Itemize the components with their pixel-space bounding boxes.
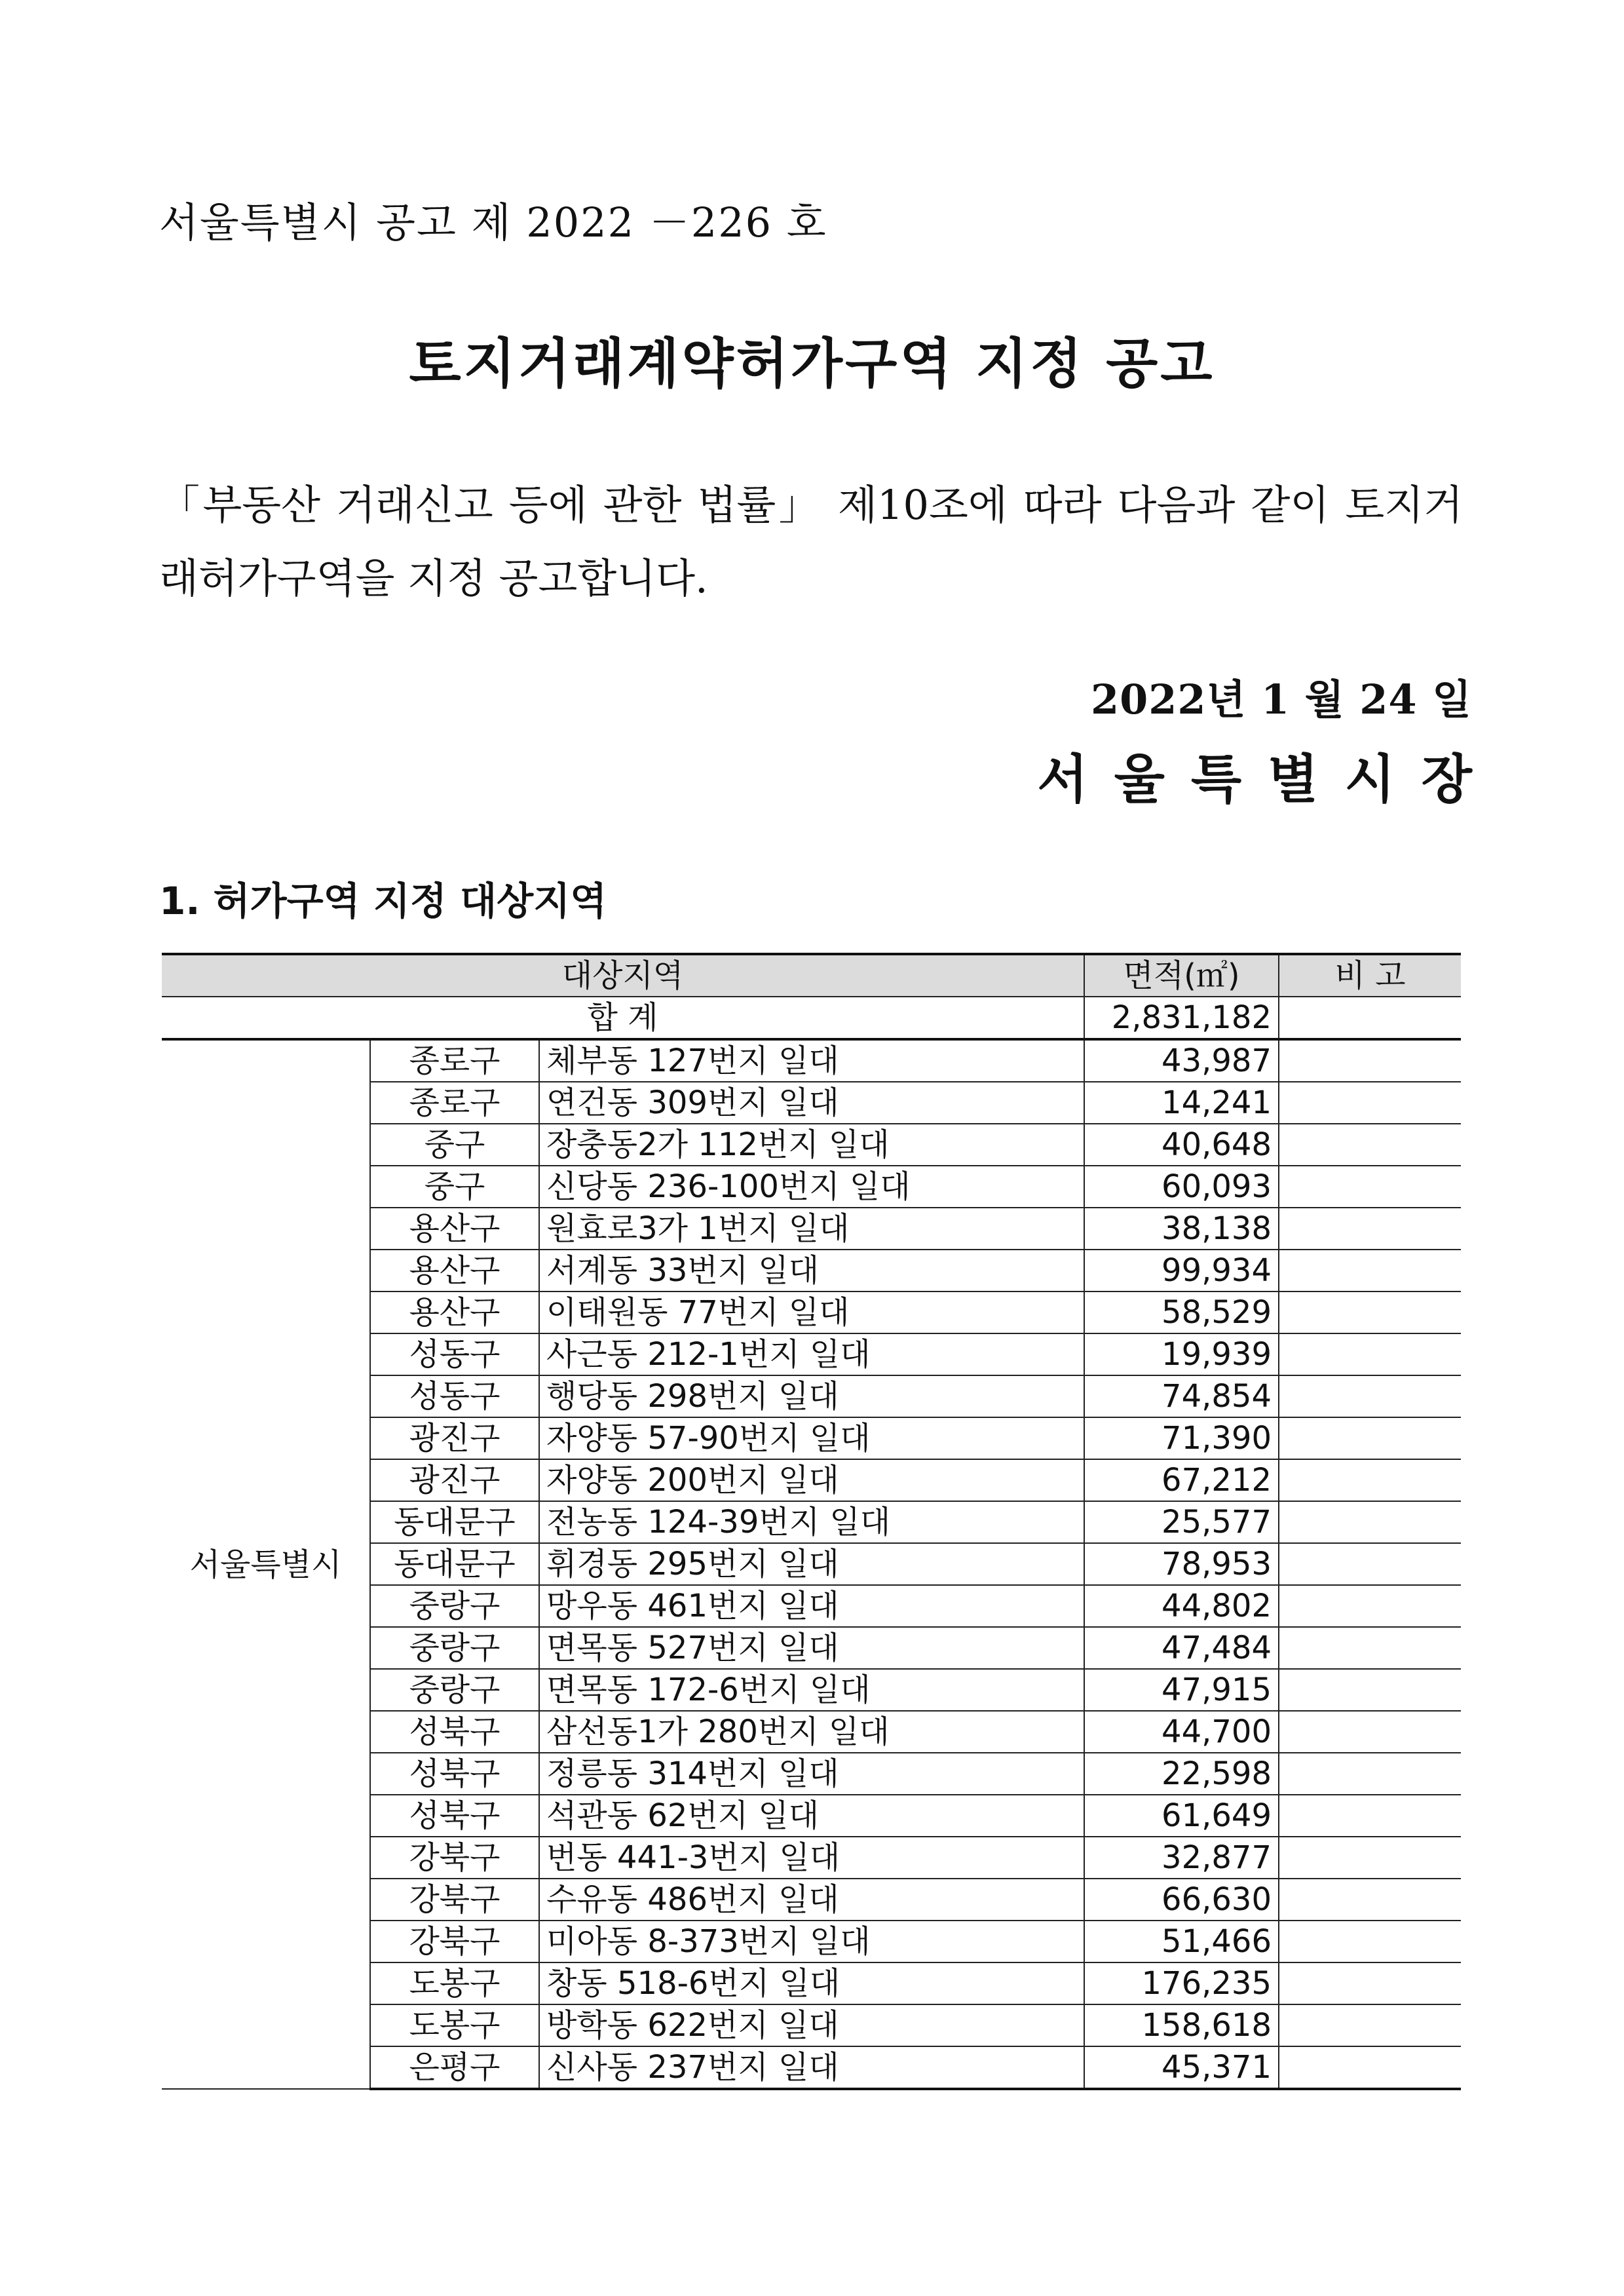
notice-number: 서울특별시 공고 제 2022 －226 호: [159, 199, 827, 246]
location-cell: 자양동 57-90번지 일대: [539, 1417, 1084, 1459]
section-heading: 1. 허가구역 지정 대상지역: [159, 879, 607, 923]
area-cell: 44,700: [1084, 1711, 1279, 1753]
regions-table: [162, 953, 1461, 2090]
area-cell: 74,854: [1084, 1375, 1279, 1417]
note-cell: [1279, 1039, 1461, 1082]
location-cell: 면목동 172-6번지 일대: [539, 1669, 1084, 1711]
district-cell: 성북구: [370, 1795, 539, 1837]
area-cell: 44,802: [1084, 1585, 1279, 1627]
location-cell: 신당동 236-100번지 일대: [539, 1166, 1084, 1208]
area-cell: 51,466: [1084, 1921, 1279, 1962]
area-cell: 60,093: [1084, 1166, 1279, 1208]
note-cell: [1279, 1921, 1461, 1962]
district-cell: 종로구: [370, 1082, 539, 1124]
district-cell: 강북구: [370, 1837, 539, 1879]
location-cell: 삼선동1가 280번지 일대: [539, 1711, 1084, 1753]
district-cell: 중랑구: [370, 1669, 539, 1711]
note-cell: [1279, 1669, 1461, 1711]
note-cell: [1279, 1753, 1461, 1795]
note-cell: [1279, 1166, 1461, 1208]
note-cell: [1279, 1962, 1461, 2004]
area-cell: 43,987: [1084, 1039, 1279, 1082]
location-cell: 방학동 622번지 일대: [539, 2004, 1084, 2046]
district-cell: 강북구: [370, 1879, 539, 1921]
note-cell: [1279, 1333, 1461, 1375]
note-cell: [1279, 1627, 1461, 1669]
district-cell: 중랑구: [370, 1585, 539, 1627]
district-cell: 강북구: [370, 1921, 539, 1962]
issuer-name: 서울특별시장: [1037, 749, 1498, 810]
district-cell: 용산구: [370, 1292, 539, 1333]
location-cell: 신사동 237번지 일대: [539, 2046, 1084, 2089]
notice-date: 2022년 1 월 24 일: [1091, 676, 1472, 723]
location-cell: 사근동 212-1번지 일대: [539, 1333, 1084, 1375]
note-cell: [1279, 1501, 1461, 1543]
location-cell: 자양동 200번지 일대: [539, 1459, 1084, 1501]
location-cell: 수유동 486번지 일대: [539, 1879, 1084, 1921]
area-cell: 99,934: [1084, 1250, 1279, 1292]
district-cell: 성북구: [370, 1711, 539, 1753]
location-cell: 휘경동 295번지 일대: [539, 1543, 1084, 1585]
note-cell: [1279, 1585, 1461, 1627]
district-cell: 중구: [370, 1124, 539, 1166]
table-header-row: [162, 954, 1461, 997]
district-cell: 중랑구: [370, 1627, 539, 1669]
district-cell: 은평구: [370, 2046, 539, 2089]
district-cell: 용산구: [370, 1208, 539, 1250]
area-cell: 78,953: [1084, 1543, 1279, 1585]
area-cell: 25,577: [1084, 1501, 1279, 1543]
area-cell: 58,529: [1084, 1292, 1279, 1333]
header-note: 비 고: [1279, 954, 1461, 997]
total-row: [162, 997, 1461, 1039]
district-cell: 종로구: [370, 1039, 539, 1082]
area-cell: 38,138: [1084, 1208, 1279, 1250]
area-cell: 47,484: [1084, 1627, 1279, 1669]
intro-paragraph: 「부동산 거래신고 등에 관한 법률」 제10조에 따라 다음과 같이 토지거래허가구역을 지정 공고합니다.: [159, 481, 1463, 602]
total-note: [1279, 997, 1461, 1039]
district-cell: 도봉구: [370, 1962, 539, 2004]
area-cell: 40,648: [1084, 1124, 1279, 1166]
note-cell: [1279, 1795, 1461, 1837]
district-cell: 도봉구: [370, 2004, 539, 2046]
location-cell: 장충동2가 112번지 일대: [539, 1124, 1084, 1166]
total-label: 합 계: [162, 997, 1084, 1039]
area-cell: 67,212: [1084, 1459, 1279, 1501]
location-cell: 창동 518-6번지 일대: [539, 1962, 1084, 2004]
city-cell: 서울특별시: [162, 1039, 370, 2089]
location-cell: 원효로3가 1번지 일대: [539, 1208, 1084, 1250]
location-cell: 체부동 127번지 일대: [539, 1039, 1084, 1082]
note-cell: [1279, 1459, 1461, 1501]
header-region: 대상지역: [162, 954, 1084, 997]
area-cell: 71,390: [1084, 1417, 1279, 1459]
district-cell: 동대문구: [370, 1543, 539, 1585]
location-cell: 미아동 8-373번지 일대: [539, 1921, 1084, 1962]
note-cell: [1279, 1543, 1461, 1585]
location-cell: 석관동 62번지 일대: [539, 1795, 1084, 1837]
location-cell: 전농동 124-39번지 일대: [539, 1501, 1084, 1543]
location-cell: 서계동 33번지 일대: [539, 1250, 1084, 1292]
area-cell: 32,877: [1084, 1837, 1279, 1879]
location-cell: 번동 441-3번지 일대: [539, 1837, 1084, 1879]
note-cell: [1279, 1375, 1461, 1417]
header-area: 면적(㎡): [1084, 954, 1279, 997]
area-cell: 14,241: [1084, 1082, 1279, 1124]
total-area: 2,831,182: [1084, 997, 1279, 1039]
note-cell: [1279, 1082, 1461, 1124]
note-cell: [1279, 1711, 1461, 1753]
district-cell: 성동구: [370, 1333, 539, 1375]
area-cell: 158,618: [1084, 2004, 1279, 2046]
location-cell: 이태원동 77번지 일대: [539, 1292, 1084, 1333]
area-cell: 66,630: [1084, 1879, 1279, 1921]
note-cell: [1279, 1250, 1461, 1292]
location-cell: 망우동 461번지 일대: [539, 1585, 1084, 1627]
district-cell: 광진구: [370, 1417, 539, 1459]
note-cell: [1279, 1837, 1461, 1879]
location-cell: 면목동 527번지 일대: [539, 1627, 1084, 1669]
note-cell: [1279, 1292, 1461, 1333]
note-cell: [1279, 2046, 1461, 2089]
note-cell: [1279, 2004, 1461, 2046]
area-cell: 61,649: [1084, 1795, 1279, 1837]
note-cell: [1279, 1417, 1461, 1459]
table-row: [162, 1039, 1461, 1082]
district-cell: 성북구: [370, 1753, 539, 1795]
district-cell: 용산구: [370, 1250, 539, 1292]
district-cell: 광진구: [370, 1459, 539, 1501]
area-cell: 47,915: [1084, 1669, 1279, 1711]
note-cell: [1279, 1124, 1461, 1166]
document-title: 토지거래계약허가구역 지정 공고: [409, 333, 1215, 395]
location-cell: 정릉동 314번지 일대: [539, 1753, 1084, 1795]
district-cell: 중구: [370, 1166, 539, 1208]
area-cell: 45,371: [1084, 2046, 1279, 2089]
location-cell: 연건동 309번지 일대: [539, 1082, 1084, 1124]
location-cell: 행당동 298번지 일대: [539, 1375, 1084, 1417]
district-cell: 동대문구: [370, 1501, 539, 1543]
note-cell: [1279, 1879, 1461, 1921]
area-cell: 22,598: [1084, 1753, 1279, 1795]
area-cell: 176,235: [1084, 1962, 1279, 2004]
district-cell: 성동구: [370, 1375, 539, 1417]
area-cell: 19,939: [1084, 1333, 1279, 1375]
note-cell: [1279, 1208, 1461, 1250]
